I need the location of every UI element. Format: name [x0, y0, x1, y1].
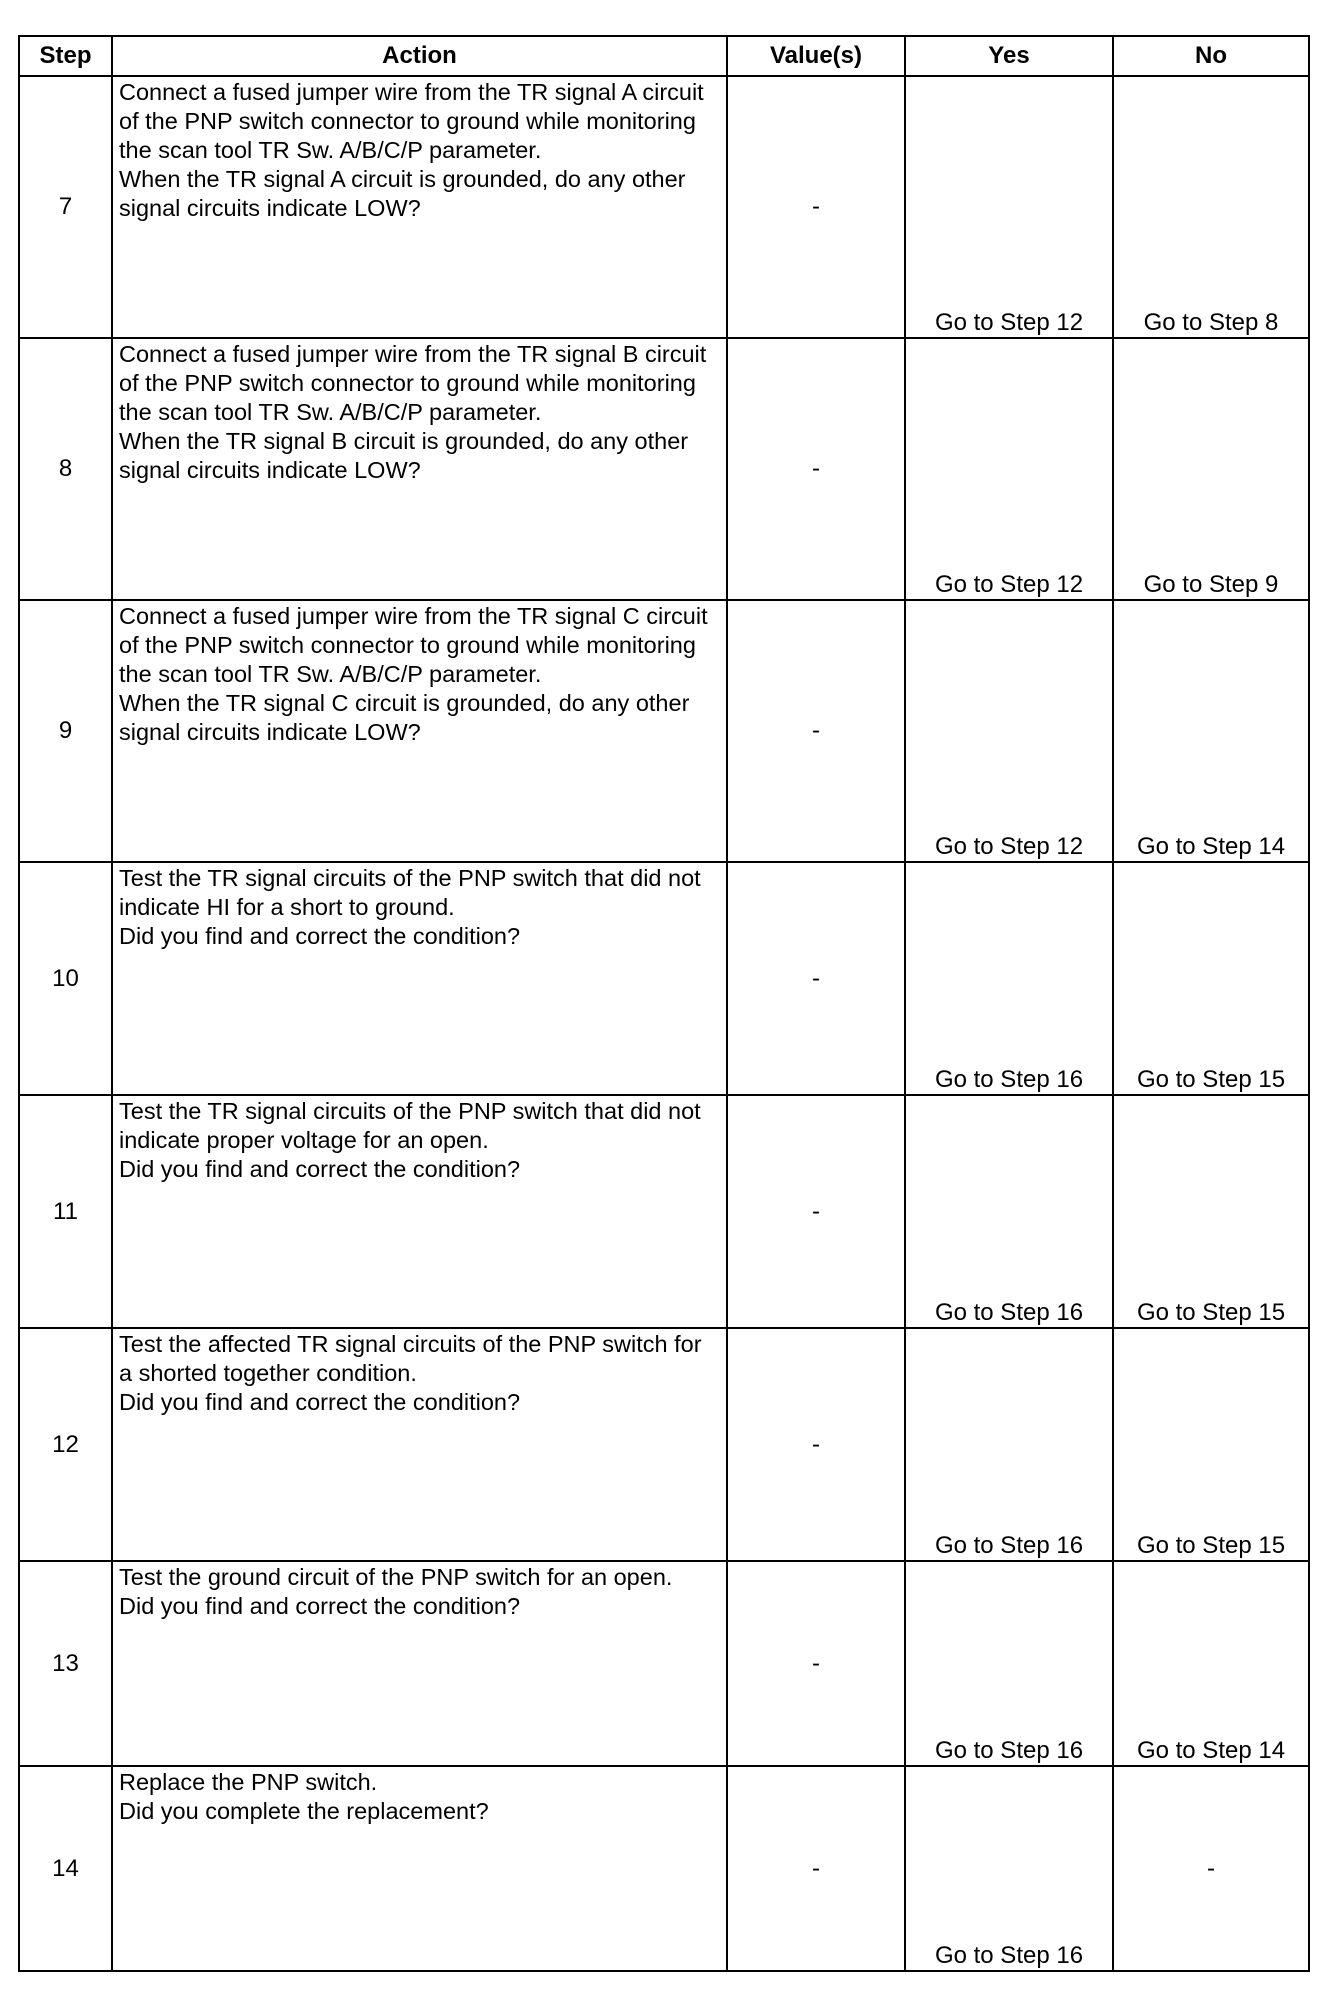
action-cell — [112, 1561, 727, 1766]
value-cell: - — [727, 600, 905, 862]
action-cell — [112, 862, 727, 1095]
value-cell: - — [727, 338, 905, 600]
action-cell — [112, 1095, 727, 1328]
table-row-step-13 — [19, 1561, 1309, 1766]
header-values: Value(s) — [727, 36, 905, 76]
step-number: 8 — [19, 338, 112, 600]
action-cell — [112, 1328, 727, 1561]
value-cell: - — [727, 1766, 905, 1971]
value-cell: - — [727, 1328, 905, 1561]
action-question: When the TR signal A circuit is grounded, do any other signal circuits indicate LOW? — [119, 166, 686, 221]
step-number: 14 — [19, 1766, 112, 1971]
value-cell: - — [727, 862, 905, 1095]
yes-outcome: Go to Step 12 — [905, 338, 1113, 600]
yes-outcome: Go to Step 12 — [905, 76, 1113, 338]
table-row-step-8 — [19, 338, 1309, 600]
action-question: Did you find and correct the condition? — [119, 1593, 521, 1619]
action-question: Did you find and correct the condition? — [119, 1156, 521, 1182]
action-instruction: Test the ground circuit of the PNP switch for an open. — [119, 1564, 673, 1590]
action-instruction: Test the affected TR signal circuits of the PNP switch for a shorted together condition. — [119, 1331, 702, 1386]
header-step: Step — [19, 36, 112, 76]
action-instruction: Connect a fused jumper wire from the TR signal A circuit of the PNP switch connector to ground while monitoring the scan tool TR Sw. A/B/C/P parameter. — [119, 79, 704, 163]
step-number: 11 — [19, 1095, 112, 1328]
step-number: 12 — [19, 1328, 112, 1561]
action-instruction: Connect a fused jumper wire from the TR signal B circuit of the PNP switch connector to ground while monitoring the scan tool TR Sw. A/B/C/P parameter. — [119, 341, 707, 425]
value-cell: - — [727, 1561, 905, 1766]
table-row-step-11 — [19, 1095, 1309, 1328]
no-outcome: Go to Step 9 — [1113, 338, 1309, 600]
header-no: No — [1113, 36, 1309, 76]
step-number: 9 — [19, 600, 112, 862]
action-question: Did you find and correct the condition? — [119, 923, 521, 949]
table-row-step-14 — [19, 1766, 1309, 1971]
yes-outcome: Go to Step 16 — [905, 1561, 1113, 1766]
table-row-step-12 — [19, 1328, 1309, 1561]
action-cell — [112, 600, 727, 862]
no-outcome: Go to Step 15 — [1113, 862, 1309, 1095]
no-outcome: Go to Step 15 — [1113, 1095, 1309, 1328]
action-cell — [112, 1766, 727, 1971]
step-number: 13 — [19, 1561, 112, 1766]
action-question: Did you find and correct the condition? — [119, 1389, 521, 1415]
action-question: When the TR signal C circuit is grounded, do any other signal circuits indicate LOW? — [119, 690, 690, 745]
value-cell: - — [727, 76, 905, 338]
diagnostic-table — [18, 35, 1310, 1972]
header-action: Action — [112, 36, 727, 76]
step-number: 7 — [19, 76, 112, 338]
action-question: Did you complete the replacement? — [119, 1798, 489, 1824]
table-header — [19, 36, 1309, 76]
action-instruction: Replace the PNP switch. — [119, 1769, 378, 1795]
action-instruction: Test the TR signal circuits of the PNP switch that did not indicate HI for a short to ground. — [119, 865, 701, 920]
action-instruction: Connect a fused jumper wire from the TR signal C circuit of the PNP switch connector to ground while monitoring the scan tool TR Sw. A/B/C/P parameter. — [119, 603, 708, 687]
yes-outcome: Go to Step 16 — [905, 862, 1113, 1095]
header-row — [19, 36, 1309, 76]
table-body — [19, 76, 1309, 1971]
yes-outcome: Go to Step 16 — [905, 1766, 1113, 1971]
action-cell — [112, 338, 727, 600]
value-cell: - — [727, 1095, 905, 1328]
no-outcome: Go to Step 15 — [1113, 1328, 1309, 1561]
yes-outcome: Go to Step 12 — [905, 600, 1113, 862]
header-yes: Yes — [905, 36, 1113, 76]
yes-outcome: Go to Step 16 — [905, 1095, 1113, 1328]
action-cell — [112, 76, 727, 338]
yes-outcome: Go to Step 16 — [905, 1328, 1113, 1561]
no-outcome: - — [1113, 1766, 1309, 1971]
table-row-step-10 — [19, 862, 1309, 1095]
step-number: 10 — [19, 862, 112, 1095]
no-outcome: Go to Step 14 — [1113, 1561, 1309, 1766]
table-row-step-7 — [19, 76, 1309, 338]
action-question: When the TR signal B circuit is grounded, do any other signal circuits indicate LOW? — [119, 428, 689, 483]
no-outcome: Go to Step 14 — [1113, 600, 1309, 862]
no-outcome: Go to Step 8 — [1113, 76, 1309, 338]
table-row-step-9 — [19, 600, 1309, 862]
action-instruction: Test the TR signal circuits of the PNP switch that did not indicate proper voltage for an open. — [119, 1098, 701, 1153]
